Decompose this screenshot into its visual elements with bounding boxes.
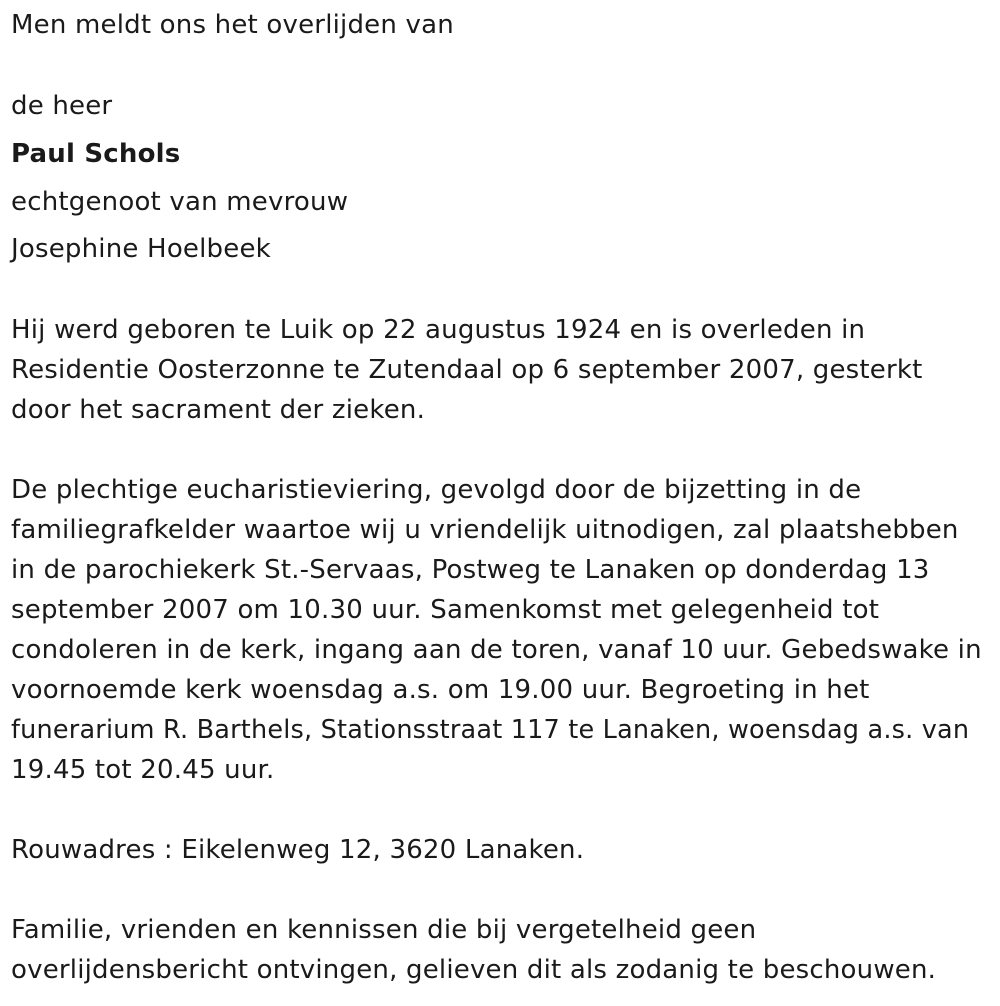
paragraph-line: in de parochiekerk St.-Servaas, Postweg te Lanaken op donderdag 13: [11, 555, 930, 585]
paragraph-line: 19.45 tot 20.45 uur.: [11, 755, 275, 785]
paragraph-line: september 2007 om 10.30 uur. Samenkomst met gelegenheid tot: [11, 595, 880, 625]
paragraph-line: Residentie Oosterzonne te Zutendaal op 6 september 2007, gesterkt: [11, 355, 923, 385]
paragraph-line: Familie, vrienden en kennissen die bij vergetelheid geen: [11, 915, 757, 945]
paragraph-line: funerarium R. Barthels, Stationsstraat 117 te Lanaken, woensdag a.s. van: [11, 715, 970, 745]
spouse-label: echtgenoot van mevrouw: [11, 187, 349, 217]
paragraph-line: condoleren in de kerk, ingang aan de toren, vanaf 10 uur. Gebedswake in: [11, 635, 982, 665]
deceased-name: Paul Schols: [11, 139, 181, 169]
paragraph-line: Hij werd geboren te Luik op 22 augustus 1924 en is overleden in: [11, 315, 866, 345]
mourning-address: Rouwadres : Eikelenweg 12, 3620 Lanaken.: [11, 835, 585, 865]
paragraph-line: De plechtige eucharistieviering, gevolgd door de bijzetting in de: [11, 475, 862, 505]
paragraph-line: door het sacrament der zieken.: [11, 395, 426, 425]
intro-text: Men meldt ons het overlijden van: [11, 10, 454, 40]
paragraph-line: familiegrafkelder waartoe wij u vriendelijk uitnodigen, zal plaatshebben: [11, 515, 959, 545]
paragraph-line: overlijdensbericht ontvingen, gelieven dit als zodanig te beschouwen.: [11, 955, 937, 985]
spouse-name: Josephine Hoelbeek: [11, 234, 271, 264]
paragraph-line: voornoemde kerk woensdag a.s. om 19.00 uur. Begroeting in het: [11, 675, 870, 705]
salutation: de heer: [11, 91, 113, 121]
